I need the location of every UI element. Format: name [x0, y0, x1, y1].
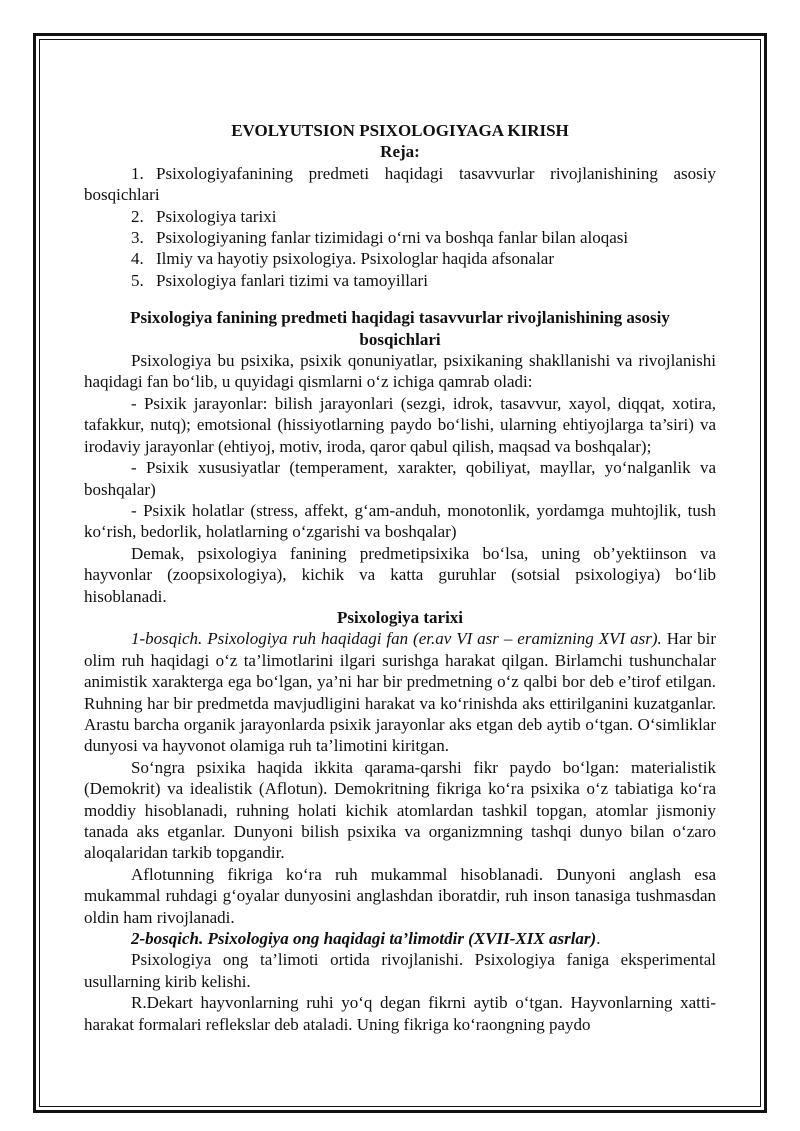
section-heading: Psixologiya fanining predmeti haqidagi tasavvurlar rivojlanishining asosiy bosqichlari: [130, 308, 670, 349]
plan-heading: Reja:: [380, 142, 420, 162]
paragraph: Demak, psixologiya fanining predmetipsixika bo‘lsa, uning ob’yektiinson va hayvonlar (zoopsixologiya), kichik va katta guruhlar (sotsial psixologiya) bo‘lib hisoblanadi.: [84, 543, 716, 606]
plan-item: 4. Ilmiy va hayotiy psixologiya. Psixologlar haqida afsonalar: [131, 249, 555, 269]
paragraph: Psixologiya bu psixika, psixik qonuniyatlar, psixikaning shakllanishi va rivojlanishi haqidagi fan bo‘lib, u quyidagi qismlarni o‘z ichiga qamrab oladi:: [84, 351, 716, 392]
plan-item: 2. Psixologiya tarixi: [131, 206, 277, 226]
paragraph: Psixologiya ong ta’limoti ortida rivojlanishi. Psixologiya faniga eksperimental usullarning kirib kelishi.: [84, 950, 716, 991]
plan-item: 3. Psixologiyaning fanlar tizimidagi o‘rni va boshqa fanlar bilan aloqasi: [131, 228, 629, 248]
bullet-item: - Psixik holatlar (stress, affekt, g‘am-anduh, monotonlik, yordamga muhtojlik, tush ko‘rish, bedorlik, holatlarning o‘zgarishi va boshqalar): [84, 500, 716, 542]
plan-item: 5. Psixologiya fanlari tizimi va tamoyillari: [131, 270, 428, 290]
document-body: [84, 120, 716, 1035]
paragraph: R.Dekart hayvonlarning ruhi yo‘q degan fikrni aytib o‘tgan. Hayvonlarning xatti-harakat formalari reflekslar deb ataladi. Uning fikriga ko‘raongning paydo: [84, 993, 716, 1034]
bullet-item: - Psixik xususiyatlar (temperament, xarakter, qobiliyat, mayllar, yo‘nalganlik va boshqalar): [84, 458, 716, 499]
document-title: EVOLYUTSION PSIXOLOGIYAGA KIRISH: [231, 121, 569, 140]
stage-title: 2-bosqich. Psixologiya ong haqidagi ta’limotdir (XVII-XIX asrlar): [131, 929, 597, 949]
paragraph: 1-bosqich. Psixologiya ruh haqidagi fan (er.av VI asr – eramizning XVI asr). Har bir olim ruh haqidagi o‘z ta’limotlarini ilgari surishga harakat qilgan. Birlamchi tushunchalar animistik xarakterga ega bo‘lgan, ya’ni har bir predmetning o‘z qalbi bor deb e’tirof etilgan. Ruhning har bir predmetda mavjudligini harakat va ko‘rinishda aks ettirilganini kuzatganlar. Arastu barcha organik jarayonlarda psixik jarayonlar aks etgan deb aytib o‘tgan. O‘simliklar dunyosi va hayvonot olamiga ruh ta’limotini kiritgan.: [84, 629, 716, 756]
spacer: [84, 291, 716, 307]
plan-list: [84, 163, 716, 291]
paragraph: Aflotunning fikriga ko‘ra ruh mukammal hisoblanadi. Dunyoni anglash esa mukammal ruhdagi g‘oyalar dunyosini anglashdan iboratdir, ruh inson tanasiga tushmasdan oldin ham rivojlanadi.: [84, 864, 716, 927]
paragraph: So‘ngra psixika haqida ikkita qarama-qarshi fikr paydo bo‘lgan: materialistik (Demokrit) va idealistik (Aflotun). Demokritning fikriga ko‘ra psixika o‘z tabiatiga ko‘ra moddiy hisoblanadi, ruhning holati kichik atomlardan tashkil topgan, atomlar jismoniy tanada aks etganlar. Dunyoni bilish psixika va organizmning tashqi dunyo bilan o‘zaro aloqalaridan tarkib topgandir.: [84, 757, 716, 863]
plan-item: 1. Psixologiyafanining predmeti haqidagi tasavvurlar rivojlanishining asosiy bosqichlari: [84, 163, 716, 205]
stage-title: 1-bosqich. Psixologiya ruh haqidagi fan (er.av VI asr – eramizning XVI asr).: [131, 629, 662, 649]
bullet-item: - Psixik jarayonlar: bilish jarayonlari (sezgi, idrok, tasavvur, xayol, diqqat, xotira, tafakkur, nutq); emotsional (hissiyotlarning paydo bo‘lishi, ularning ehtiyojlarga ta’siri) va irodaviy jarayonlar (ehtiyoj, motiv, iroda, qaror qabul qilish, maqsad va boshqalar);: [84, 393, 716, 456]
stage-heading: 2-bosqich. Psixologiya ong haqidagi ta’limotdir (XVII-XIX asrlar).: [131, 929, 601, 949]
section-heading: Psixologiya tarixi: [336, 607, 464, 627]
